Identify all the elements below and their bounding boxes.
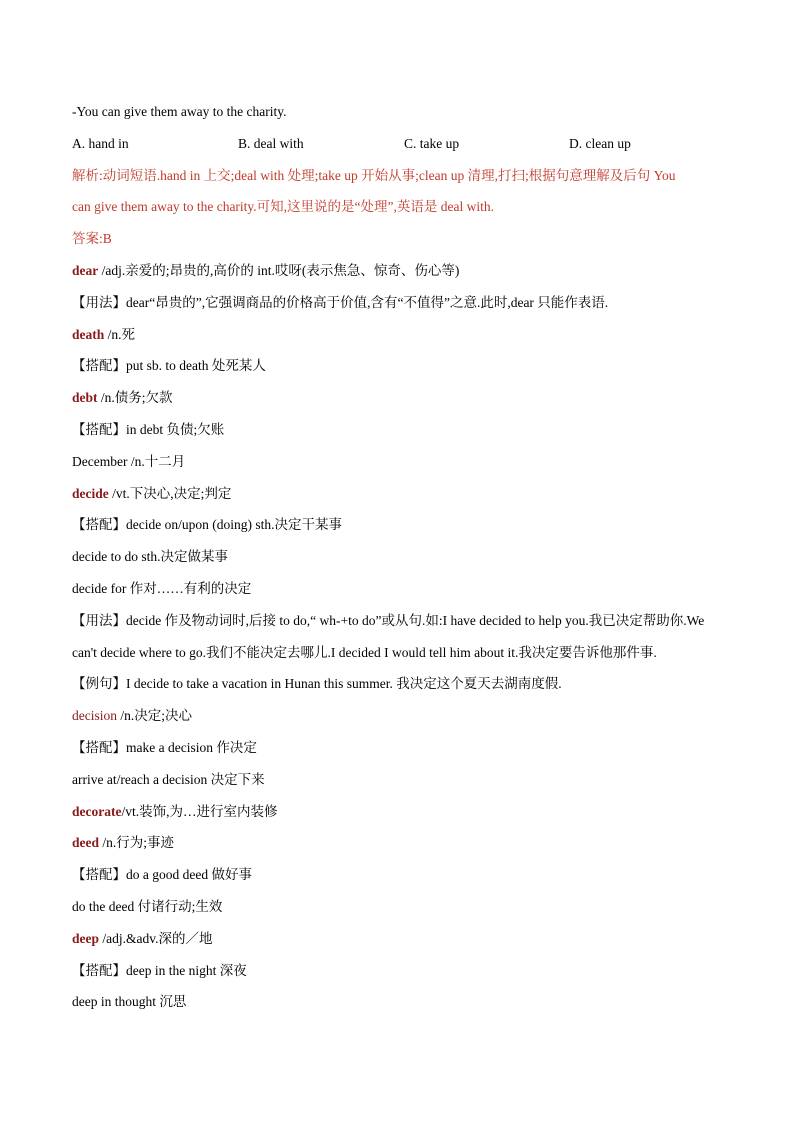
definition: /adj.亲爱的;昂贵的,高价的 int.哎呀(表示焦急、惊奇、伤心等)	[98, 262, 460, 278]
definition: /adj.&adv.深的／地	[99, 930, 213, 946]
collocation-line: deep in thought 沉思	[72, 994, 187, 1010]
entry-deed	[72, 827, 732, 859]
headword: death	[72, 326, 105, 342]
collocation-note: 【搭配】in debt 负债;欠账	[72, 421, 225, 437]
entry-deep	[72, 923, 732, 955]
headword: deep	[72, 930, 99, 946]
entry-december: December /n.十二月	[72, 453, 186, 469]
usage-note: 【用法】dear“昂贵的”,它强调商品的价格高于价值,含有“不值得”之意.此时,dear 只能作表语.	[72, 294, 609, 310]
definition: /n.债务;欠款	[97, 390, 173, 406]
headword: deed	[72, 835, 99, 851]
headword: dear	[72, 262, 99, 278]
entry-decorate	[72, 796, 732, 828]
entry-decide	[72, 478, 732, 510]
entry-decision	[72, 700, 732, 732]
option-a: A. hand in	[72, 135, 129, 151]
headword: debt	[72, 390, 98, 406]
headword: decision	[72, 708, 117, 724]
question-prompt: -You can give them away to the charity.	[72, 104, 287, 119]
collocation-line: do the deed 付诸行动;生效	[72, 898, 223, 914]
collocation-line: arrive at/reach a decision 决定下来	[72, 771, 265, 787]
definition: /n.决定;决心	[117, 708, 193, 724]
definition: /n.行为;事迹	[99, 835, 175, 851]
question-options	[72, 128, 732, 160]
document-page	[72, 96, 732, 1018]
collocation-line: decide to do sth.决定做某事	[72, 549, 228, 565]
analysis-line-1: 解析:动词短语.hand in 上交;deal with 处理;take up 开始从事;clean up 清理,打扫;根据句意理解及后句 You	[72, 167, 676, 183]
definition: /n.死	[104, 326, 136, 342]
collocation-note: 【搭配】decide on/upon (doing) sth.决定干某事	[72, 517, 342, 533]
analysis-line-2: can give them away to the charity.可知,这里说的是“处理”,英语是 deal with.	[72, 199, 495, 215]
collocation-line: decide for 作对……有利的决定	[72, 580, 252, 596]
definition: /vt.装饰,为…进行室内装修	[121, 803, 278, 819]
example-sentence: 【例句】I decide to take a vacation in Hunan this summer. 我决定这个夏天去湖南度假.	[72, 676, 562, 692]
entry-dear	[72, 255, 732, 287]
entry-debt	[72, 382, 732, 414]
entry-death	[72, 319, 732, 351]
answer-text: 答案:B	[72, 231, 112, 247]
option-c: C. take up	[404, 135, 460, 151]
collocation-note: 【搭配】deep in the night 深夜	[72, 962, 247, 978]
headword: decorate	[72, 803, 122, 819]
definition: /vt.下决心,决定;判定	[108, 485, 232, 501]
option-b: B. deal with	[238, 135, 304, 151]
collocation-note: 【搭配】put sb. to death 处死某人	[72, 358, 266, 374]
headword: decide	[72, 485, 109, 501]
usage-note-continued: can't decide where to go.我们不能决定去哪儿.I decided I would tell him about it.我决定要告诉他那件事.	[72, 644, 657, 660]
option-d: D. clean up	[569, 135, 631, 151]
usage-note: 【用法】decide 作及物动词时,后接 to do,“ wh-+to do”或从句.如:I have decided to help you.我已决定帮助你.We	[72, 612, 705, 628]
collocation-note: 【搭配】make a decision 作决定	[72, 739, 257, 755]
collocation-note: 【搭配】do a good deed 做好事	[72, 867, 252, 883]
